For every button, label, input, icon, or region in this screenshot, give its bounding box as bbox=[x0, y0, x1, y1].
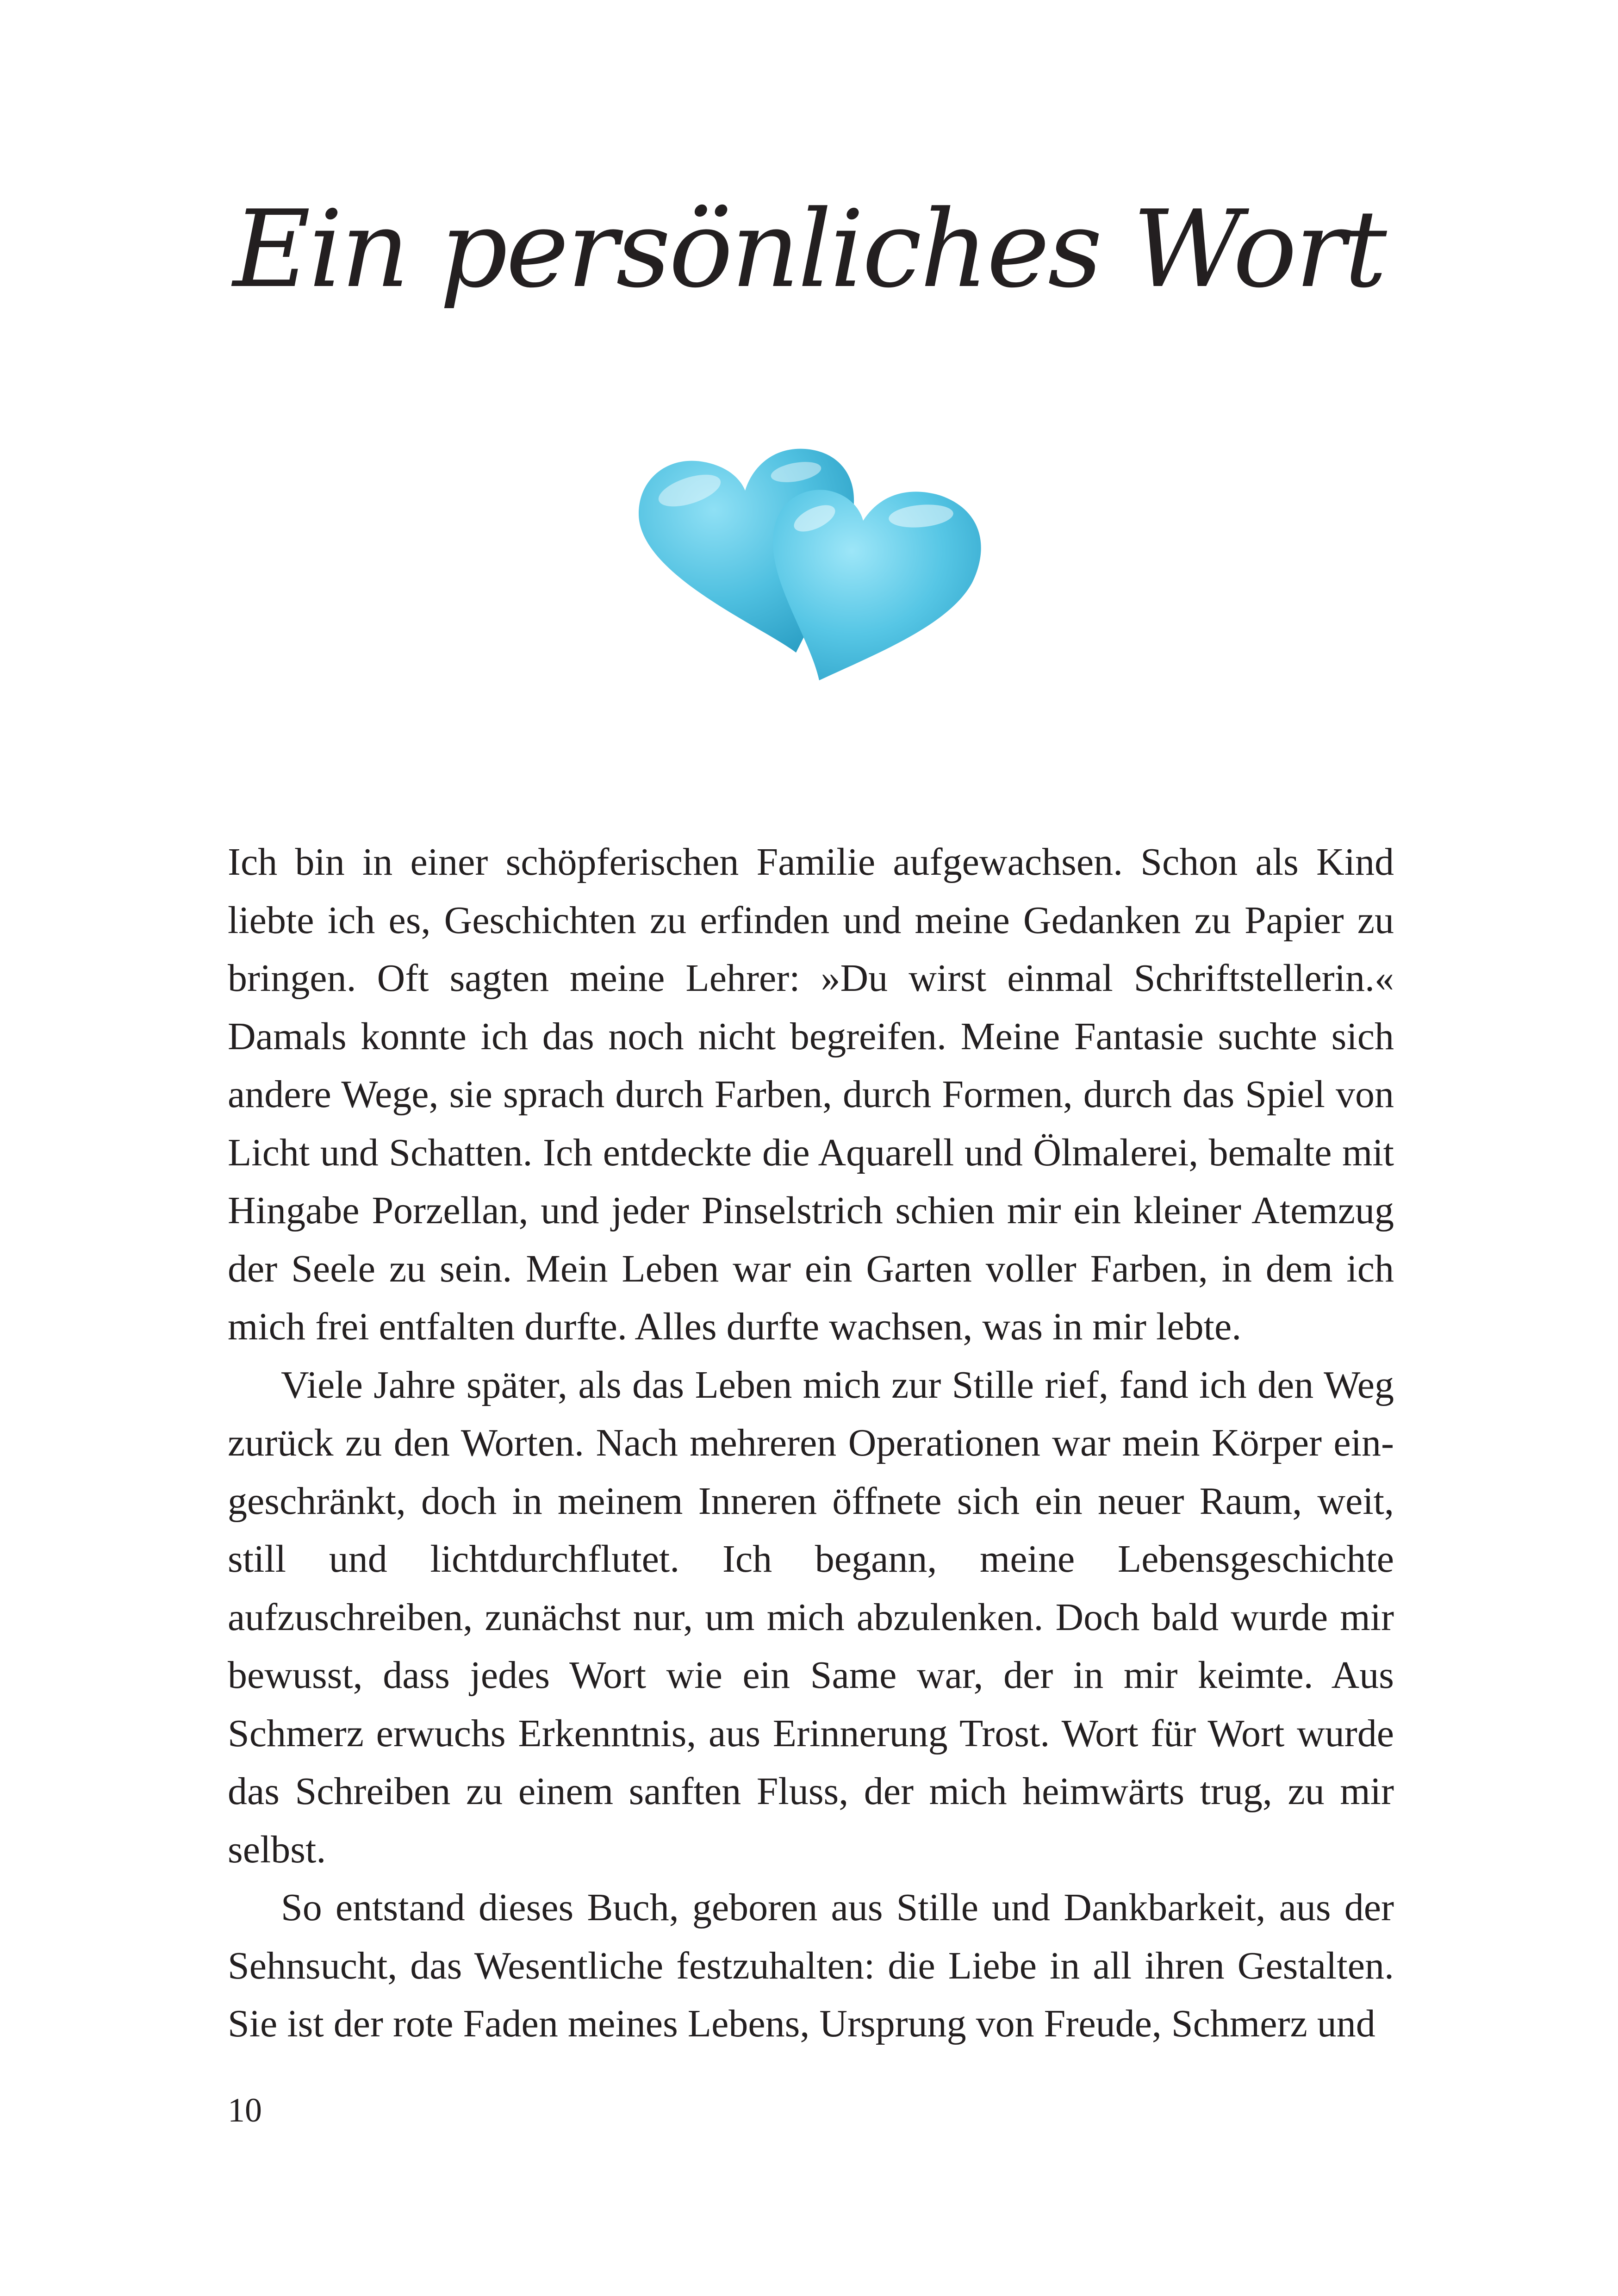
paragraph-1: Ich bin in einer schöpferischen Familie aufgewachsen. Schon als Kind liebte ich es, Geschichten zu erfinden und meine Gedanken zu Papier zu bringen. Oft sagten meine Lehrer: »Du wirst einmal Schriftstellerin.« Damals konnte ich das noch nicht begreifen. Meine Fantasie suchte sich andere Wege, sie sprach durch Farben, durch Formen, durch das Spiel von Licht und Schatten. Ich entdeckte die Aquarell und Ölmalerei, bemalte mit Hingabe Porzellan, und jeder Pinselstrich schien mir ein kleiner Atemzug der Seele zu sein. Mein Leben war ein Garten voller Farben, in dem ich mich frei entfalten durfte. Alles durfte wachsen, was in mir lebte. bbox=[228, 840, 1394, 1348]
paragraph-3: So entstand dieses Buch, geboren aus Stille und Dankbarkeit, aus der Sehnsucht, das Wesentliche festzuhalten: die Liebe in all ihren Gestalten. Sie ist der rote Faden meines Lebens, Ursprung von Freude, Schmerz und bbox=[228, 1886, 1394, 2045]
paragraph-2: Viele Jahre später, als das Leben mich zur Stille rief, fand ich den Weg zurück zu den Worten. Nach mehreren Operationen war mein Körper eingeschränkt, doch in meinem Inneren öffnete sich ein neuer Raum, weit, still und lichtdurchflutet. Ich begann, meine Lebensgeschichte aufzuschreiben, zunächst nur, um mich abzulenken. Doch bald wurde mir bewusst, dass jedes Wort wie ein Same war, der in mir keimte. Aus Schmerz erwuchs Erkenntnis, aus Erinnerung Trost. Wort für Wort wurde das Schreiben zu einem sanften Fluss, der mich heimwärts trug, zu mir selbst. bbox=[228, 1363, 1394, 1871]
chapter-title: Ein persönliches Wort bbox=[233, 188, 1385, 311]
body-text bbox=[228, 833, 1394, 2053]
front-heart bbox=[773, 490, 981, 680]
two-blue-hearts-icon bbox=[620, 421, 1009, 699]
page-number: 10 bbox=[228, 2091, 262, 2129]
